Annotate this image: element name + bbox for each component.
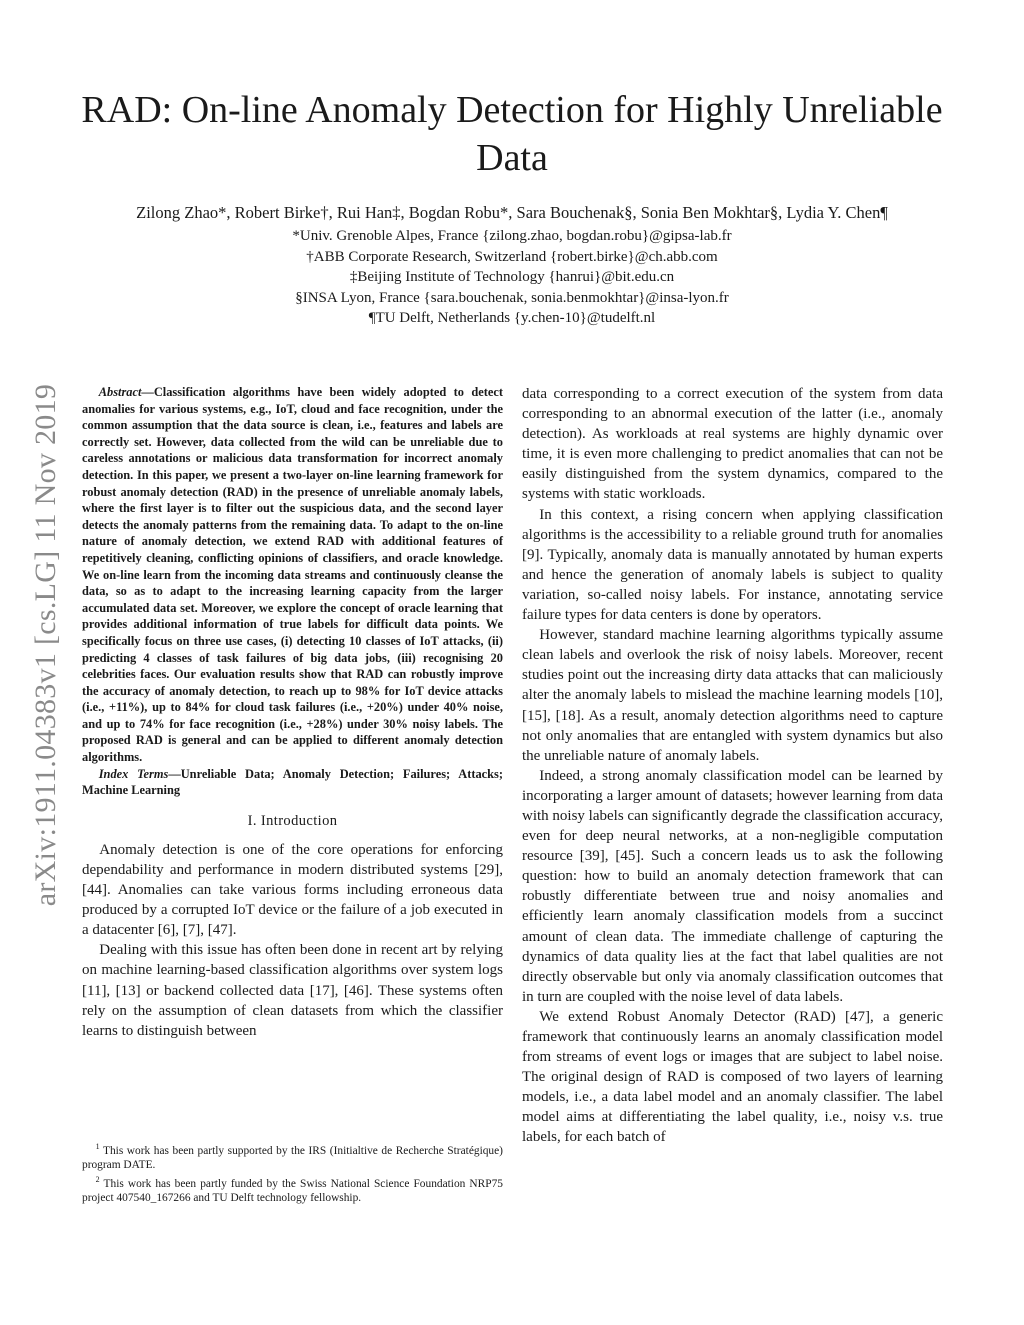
intro-paragraph-3: data corresponding to a correct execution of the system from data corresponding to an abnormal execution of the latter (i.e., anomaly detection). As workloads at real systems are highly dynamic over time, it is even more challenging to predict anomalies that can not be easily distinguished from the system dynamics, compared to the systems with static workloads. (522, 386, 943, 503)
footnote-2-text: This work has been partly funded by the Swiss National Science Foundation NRP75 project 407540_167266 and TU Delft technology fellowship. (82, 1177, 503, 1205)
left-column (82, 384, 503, 1041)
author-list: Zilong Zhao*, Robert Birke†, Rui Han‡, Bogdan Robu*, Sara Bouchenak§, Sonia Ben Mokhtar§, Lydia Y. Chen¶ (136, 203, 888, 222)
abstract-label: Abstract (98, 385, 142, 399)
footnotes (82, 1140, 503, 1206)
affiliation-abb: †ABB Corporate Research, Switzerland {robert.birke}@ch.abb.com (306, 248, 718, 265)
footnote-2-marker: 2 (95, 1174, 100, 1184)
arxiv-sidebar (14, 340, 78, 950)
section-heading-introduction: I. Introduction (247, 812, 338, 829)
abstract (82, 384, 503, 766)
intro-paragraph-2: Dealing with this issue has often been done in recent art by relying on machine learning-based classification algorithms over system logs [11], [13] or backend collected data [17], [46]. These systems often rely on the assumption of clean datasets from which the classifier learns to distinguish between (82, 942, 503, 1039)
footnote-1-marker: 1 (95, 1142, 100, 1151)
footnote-1 (82, 1140, 503, 1173)
intro-paragraph-7: We extend Robust Anomaly Detector (RAD) [47], a generic framework that continuously learns an anomaly classification model from streams of event logs or images that are subject to label noise. The original design of RAD is composed of two layers of learning models, i.e., a data label model and an anomaly classifier. The label model aims at differentiating the label quality, i.e., noisy v.s. true labels, for each batch of (522, 1008, 943, 1146)
intro-paragraph-6: Indeed, a strong anomaly classification model can be learned by incorporating a larger amount of datasets; however learning from data with noisy labels can significantly degrade the classification accuracy, even for deep neural networks, at a non-negligible computation resource [39], [45]. Such a concern leads us to ask the following question: how to build an anomaly detection framework that can robustly differentiate between true and noisy anomalies and efficiently learn anomaly classification models from a succinct amount of clean data. The immediate challenge of capturing the dynamics of data quality lies at the fact that label qualities are not directly observable but only via anomaly classification outcomes that in turn are coupled with the noise level of data labels. (522, 767, 943, 1005)
intro-paragraph-1: Anomaly detection is one of the core operations for enforcing dependability and performance in modern distributed systems [29], [44]. Anomalies can take various forms including erroneous data produced by a corrupted IoT device or the failure of a job executed in a datacenter [6], [7], [47]. (82, 841, 503, 939)
abstract-text: —Classification algorithms have been widely adopted to detect anomalies for various systems, e.g., IoT, cloud and face recognition, under the common assumption that the data source is clean, i.e., features and labels are correctly set. However, data collected from the wild can be unreliable due to careless annotations or malicious data transformation for incorrect anomaly detection. In this paper, we present a two-layer on-line learning framework for robust anomaly detection (RAD) in the presence of unreliable anomaly labels, where the first layer is to filter out the suspicious data, and the second layer detects the anomaly patterns from the remaining data. To adapt to the on-line nature of anomaly detection, we extend RAD with additional features of repetitively cleaning, conflicting opinions of classifiers, and oracle knowledge. We on-line learn from the incoming data streams and continuously cleanse the data, so as to adapt to the increasing learning capacity from the larger accumulated data set. Moreover, we explore the concept of oracle learning that provides additional information of true labels for difficult data points. We specifically focus on three use cases, (i) detecting 10 classes of IoT attacks, (ii) predicting 4 classes of task failures of big data jobs, (iii) recognising 20 celebrities faces. Our evaluation results show that RAD can robustly improve the accuracy of anomaly detection, to reach up to 98% for IoT device attacks (i.e., +11%), up to 84% for cloud task failures (i.e., +20%) under 40% noise, and up to 74% for face recognition (i.e., +28%) under 30% noisy labels. The proposed RAD is general and can be applied to different anomaly detection algorithms. (82, 385, 503, 765)
affiliation-beijing: ‡Beijing Institute of Technology {hanrui}@bit.edu.cn (349, 269, 675, 285)
intro-paragraph-4: In this context, a rising concern when applying classification algorithms is the accessibility to a reliable ground truth for anomalies [9]. Typically, anomaly data is manually annotated by human experts and hence the generation of anomaly labels is subject to quality variation, so-called noisy labels. For instance, annotating service failure types for data centers is done by operators. (522, 506, 943, 624)
affiliation-grenoble: *Univ. Grenoble Alpes, France {zilong.zhao, bogdan.robu}@gipsa-lab.fr (292, 228, 732, 244)
index-terms-text: —Unreliable Data; Anomaly Detection; Failures; Attacks; Machine Learning (82, 766, 503, 798)
footnote-2 (82, 1173, 503, 1206)
intro-paragraph-5: However, standard machine learning algorithms typically assume clean labels and overlook the risk of noisy labels. Moreover, recent studies point out the increasing dirty data attacks that can maliciously alter the anomaly labels to mislead the machine learning models [10], [15], [18]. As a result, anomaly detection algorithms need to capture not only anomalies that are entangled with system dynamics but also the unreliable nature of anomaly labels. (522, 627, 943, 764)
arxiv-identifier: arXiv:1911.04383v1 [cs.LG] 11 Nov 2019 (29, 383, 62, 907)
footnote-1-text: This work has been partly supported by the IRS (Initialtive de Recherche Stratégique) program DATE. (82, 1144, 503, 1172)
affiliation-delft: ¶TU Delft, Netherlands {y.chen-10}@tudelft.nl (368, 310, 656, 326)
affiliation-insa: §INSA Lyon, France {sara.bouchenak, sonia.benmokhtar}@insa-lyon.fr (295, 289, 729, 306)
index-terms-label: Index Terms (98, 766, 169, 781)
index-terms (82, 766, 503, 799)
paper-title: RAD: On-line Anomaly Detection for Highly Unreliable Data (81, 89, 943, 179)
affiliation-list (60, 226, 964, 329)
right-column (522, 384, 943, 1148)
